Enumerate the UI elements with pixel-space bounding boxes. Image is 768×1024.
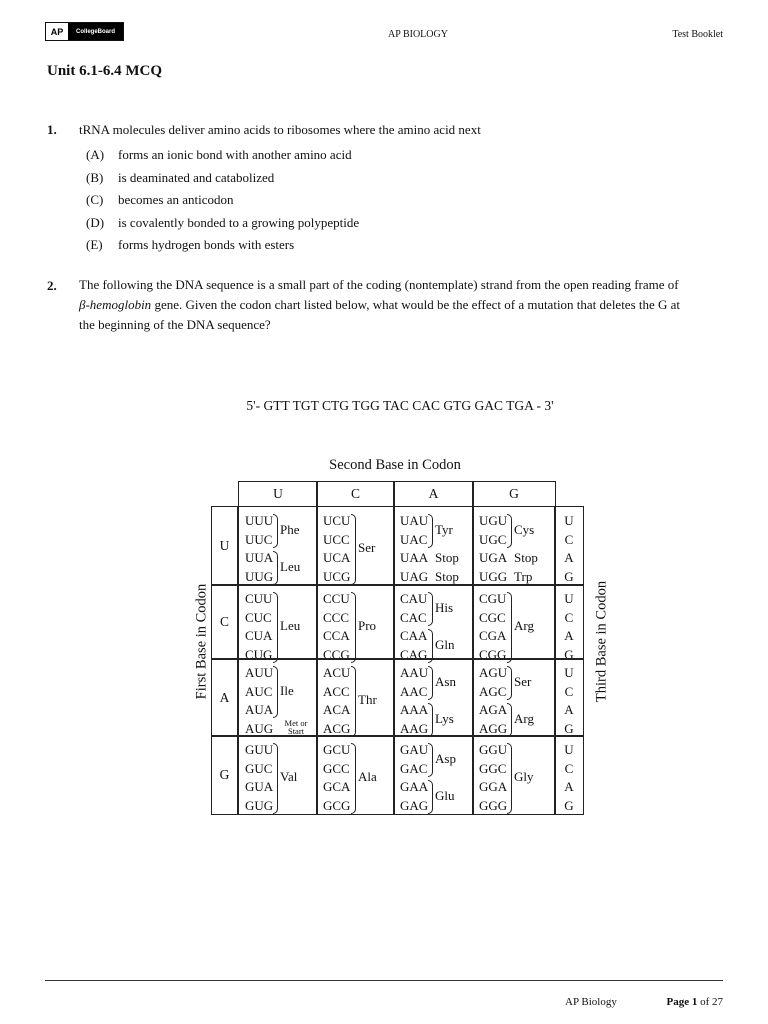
- codon: CUU: [245, 591, 273, 606]
- codon: AAG: [400, 720, 429, 736]
- codon: GCA: [323, 779, 351, 794]
- codon-group-brace: [273, 666, 278, 718]
- second-base-u: U: [238, 481, 318, 507]
- codon: UGA: [479, 550, 508, 565]
- codon-group-brace: [428, 666, 433, 700]
- amino-acid-label: Arg: [514, 710, 534, 726]
- question-2-text: [79, 275, 729, 335]
- third-base-a: A: [564, 702, 574, 717]
- codon: CAC: [400, 609, 427, 625]
- amino-acid-label: Ser: [514, 673, 532, 689]
- codon: AAU: [400, 665, 429, 680]
- first-base-a: A: [211, 658, 238, 737]
- codon: GAA: [400, 779, 429, 794]
- codon: CCU: [323, 591, 350, 606]
- first-base-g: G: [211, 735, 238, 815]
- codon: GGU: [479, 742, 508, 757]
- codon-group-brace: [507, 703, 512, 737]
- amino-acid-label: Val: [280, 769, 298, 785]
- question-2-line-2: [79, 295, 729, 315]
- question-1-number: 1.: [47, 122, 57, 137]
- first-base-c: C: [211, 584, 238, 660]
- question-1-option-e[interactable]: [86, 237, 486, 255]
- codon: AAA: [400, 702, 429, 717]
- codon: GGG: [479, 797, 508, 813]
- codon: CUC: [245, 609, 272, 625]
- codon-group-brace: [428, 743, 433, 777]
- codon: AUC: [245, 683, 273, 699]
- codon: GCU: [323, 742, 351, 757]
- question-1-option-c[interactable]: [86, 192, 486, 210]
- amino-acid-label: Glu: [435, 787, 455, 803]
- question-1-option-b[interactable]: [86, 170, 486, 188]
- first-base-label: First Base in Codon: [193, 583, 210, 700]
- codon: GCC: [323, 760, 350, 776]
- codon: CAG: [400, 646, 428, 662]
- codon: UGU: [479, 513, 508, 528]
- amino-acid-label: His: [435, 599, 454, 615]
- codon: GUU: [245, 742, 274, 757]
- codon: UCG: [323, 568, 351, 584]
- amino-acid-label: Stop: [514, 550, 538, 565]
- third-base-u: U: [564, 665, 574, 680]
- codon-cell: [238, 735, 318, 815]
- third-base-c: C: [564, 683, 574, 699]
- codon: ACC: [323, 683, 350, 699]
- third-base-g: G: [564, 797, 574, 813]
- codon-group-brace: [351, 592, 356, 663]
- third-base-column: [554, 658, 584, 737]
- third-base-c: C: [564, 760, 574, 776]
- codon: CGA: [479, 628, 507, 643]
- third-base-u: U: [564, 513, 574, 528]
- amino-acid-label: Asp: [435, 750, 456, 766]
- codon-group-brace: [428, 592, 433, 626]
- option-letter: (E): [86, 237, 103, 252]
- option-letter: (C): [86, 192, 104, 207]
- codon-group-brace: [507, 592, 512, 663]
- codon-cell: [316, 658, 395, 737]
- codon: AGC: [479, 683, 507, 699]
- codon: CCA: [323, 628, 350, 643]
- codon: ACA: [323, 702, 351, 717]
- first-base-u: U: [211, 506, 238, 586]
- amino-acid-label: Stop: [435, 550, 459, 565]
- codon: UCC: [323, 531, 350, 547]
- codon-cell: [472, 658, 556, 737]
- amino-acid-label: Pro: [358, 618, 377, 634]
- codon: UUG: [245, 568, 274, 584]
- codon-group-brace: [428, 514, 433, 548]
- codon: CCC: [323, 609, 350, 625]
- codon: AAC: [400, 683, 428, 699]
- codon: CUA: [245, 628, 273, 643]
- codon: ACG: [323, 720, 351, 736]
- codon: AGU: [479, 665, 508, 680]
- third-base-g: G: [564, 568, 574, 584]
- codon-cell: [238, 506, 318, 586]
- third-base-a: A: [564, 628, 574, 643]
- codon: CGG: [479, 646, 507, 662]
- third-base-g: G: [564, 646, 574, 662]
- codon: UGC: [479, 531, 507, 547]
- codon: AGA: [479, 702, 508, 717]
- amino-acid-label: Gly: [514, 769, 534, 785]
- codon-cell: [316, 735, 395, 815]
- amino-acid-label: Trp: [514, 568, 533, 584]
- codon: GAG: [400, 797, 429, 813]
- second-base-g: G: [472, 481, 556, 507]
- third-base-c: C: [564, 609, 574, 625]
- option-text: is covalently bonded to a growing polypeptide: [118, 215, 360, 230]
- third-base-label: Third Base in Codon: [593, 580, 610, 703]
- option-letter: (D): [86, 215, 105, 230]
- codon-group-brace: [273, 592, 278, 663]
- option-text: is deaminated and catabolized: [118, 170, 275, 185]
- codon: CGU: [479, 591, 507, 606]
- codon-group-brace: [273, 514, 278, 548]
- page-number: [666, 996, 723, 1008]
- amino-acid-label: Ala: [358, 769, 377, 785]
- codon-cell: [393, 658, 474, 737]
- codon: UAG: [400, 568, 429, 584]
- amino-acid-label: Asn: [435, 673, 456, 689]
- codon-cell: [393, 735, 474, 815]
- codon: UAA: [400, 550, 429, 565]
- third-base-u: U: [564, 742, 574, 757]
- codon: GCG: [323, 797, 351, 813]
- codon: GAC: [400, 760, 428, 776]
- option-letter: (A): [86, 147, 105, 162]
- codon-group-brace: [428, 703, 433, 737]
- option-text: forms hydrogen bonds with esters: [118, 237, 295, 252]
- codon: ACU: [323, 665, 351, 680]
- codon: GGA: [479, 779, 508, 794]
- codon-cell: [316, 584, 395, 660]
- codon-group-brace: [351, 743, 356, 814]
- codon-group-brace: [351, 514, 356, 585]
- codon: GUC: [245, 760, 273, 776]
- amino-acid-label: Phe: [280, 521, 300, 537]
- codon: AUU: [245, 665, 274, 680]
- page-total: of 27: [700, 996, 723, 1008]
- header-booklet: Test Booklet: [672, 29, 723, 40]
- codon-table: [190, 455, 610, 820]
- dna-sequence: 5'- GTT TGT CTG TGG TAC CAC GTG GAC TGA - 3': [246, 398, 554, 413]
- collegeboard-logo-text: CollegeBoard: [68, 23, 123, 40]
- ap-logo-text: AP: [46, 23, 68, 40]
- amino-acid-label: Gln: [435, 636, 455, 652]
- codon: CAU: [400, 591, 428, 606]
- codon-cell: [472, 584, 556, 660]
- third-base-a: A: [564, 550, 574, 565]
- option-letter: (B): [86, 170, 104, 185]
- codon: GUA: [245, 779, 274, 794]
- codon-group-brace: [351, 666, 356, 737]
- amino-acid-label: Ile: [280, 683, 294, 698]
- codon-group-brace: [428, 780, 433, 814]
- codon-cell: [393, 506, 474, 586]
- amino-acid-label: Cys: [514, 521, 535, 537]
- gene-name: β-hemoglobin: [79, 297, 152, 312]
- codon: CCG: [323, 646, 350, 662]
- third-base-column: [554, 584, 584, 660]
- codon: UUA: [245, 550, 274, 565]
- footer-subject: AP Biology: [565, 996, 617, 1008]
- third-base-u: U: [564, 591, 574, 606]
- option-text: becomes an anticodon: [118, 192, 234, 207]
- amino-acid-label: Leu: [280, 618, 301, 634]
- option-text: forms an ionic bond with another amino acid: [118, 147, 352, 162]
- third-base-column: [554, 506, 584, 586]
- second-base-a: A: [393, 481, 474, 507]
- codon: UCU: [323, 513, 351, 528]
- question-1-text: tRNA molecules deliver amino acids to ribosomes where the amino acid next: [79, 122, 481, 137]
- codon-cell: [316, 506, 395, 586]
- codon-group-brace: [507, 666, 512, 700]
- codon: UUC: [245, 531, 273, 547]
- third-base-c: C: [564, 531, 574, 547]
- codon: GGC: [479, 760, 507, 776]
- question-2-line-2-rest: gene. Given the codon chart listed below, what would be the effect of a mutation that deletes the G at: [151, 297, 681, 312]
- codon-cell: [472, 506, 556, 586]
- codon: AGG: [479, 720, 508, 736]
- codon-cell: [472, 735, 556, 815]
- amino-acid-label: Met or Start: [284, 717, 308, 736]
- codon-group-brace: [273, 743, 278, 814]
- codon: AUA: [245, 702, 274, 717]
- codon-table-title: Second Base in Codon: [329, 457, 461, 473]
- question-2-line-3: the beginning of the DNA sequence?: [79, 317, 271, 332]
- codon: CGC: [479, 609, 506, 625]
- unit-title: Unit 6.1-6.4 MCQ: [47, 63, 162, 79]
- codon: UCA: [323, 550, 351, 565]
- amino-acid-label: Leu: [280, 558, 301, 574]
- codon-group-brace: [507, 743, 512, 814]
- codon: UGG: [479, 568, 508, 584]
- codon-group-brace: [273, 551, 278, 585]
- codon: GUG: [245, 797, 274, 813]
- codon: AUG: [245, 720, 274, 736]
- amino-acid-label: Thr: [358, 692, 377, 708]
- page-label: Page 1: [666, 996, 698, 1008]
- third-base-column: [554, 735, 584, 815]
- codon-group-brace: [507, 514, 512, 548]
- codon: UAC: [400, 531, 428, 547]
- question-1-option-a[interactable]: [86, 147, 486, 165]
- amino-acid-label: Stop: [435, 568, 459, 584]
- amino-acid-label: Tyr: [435, 521, 453, 537]
- header-subject: AP BIOLOGY: [388, 29, 448, 40]
- footer-divider: [45, 980, 723, 981]
- third-base-a: A: [564, 779, 574, 794]
- amino-acid-label: Arg: [514, 618, 534, 634]
- question-1-option-d[interactable]: [86, 215, 486, 233]
- codon-cell: [393, 584, 474, 660]
- amino-acid-label: Lys: [435, 710, 454, 726]
- codon: CUG: [245, 646, 273, 662]
- codon: UAU: [400, 513, 429, 528]
- codon: GAU: [400, 742, 429, 757]
- codon-cell: [238, 658, 318, 737]
- codon: CAA: [400, 628, 428, 643]
- codon-cell: [238, 584, 318, 660]
- second-base-c: C: [316, 481, 395, 507]
- question-2-line-1: The following the DNA sequence is a small part of the coding (nontemplate) strand from the open reading frame of: [79, 277, 679, 292]
- codon: UUU: [245, 513, 274, 528]
- question-2-number: 2.: [47, 278, 57, 293]
- third-base-g: G: [564, 720, 574, 736]
- amino-acid-label: Ser: [358, 540, 376, 556]
